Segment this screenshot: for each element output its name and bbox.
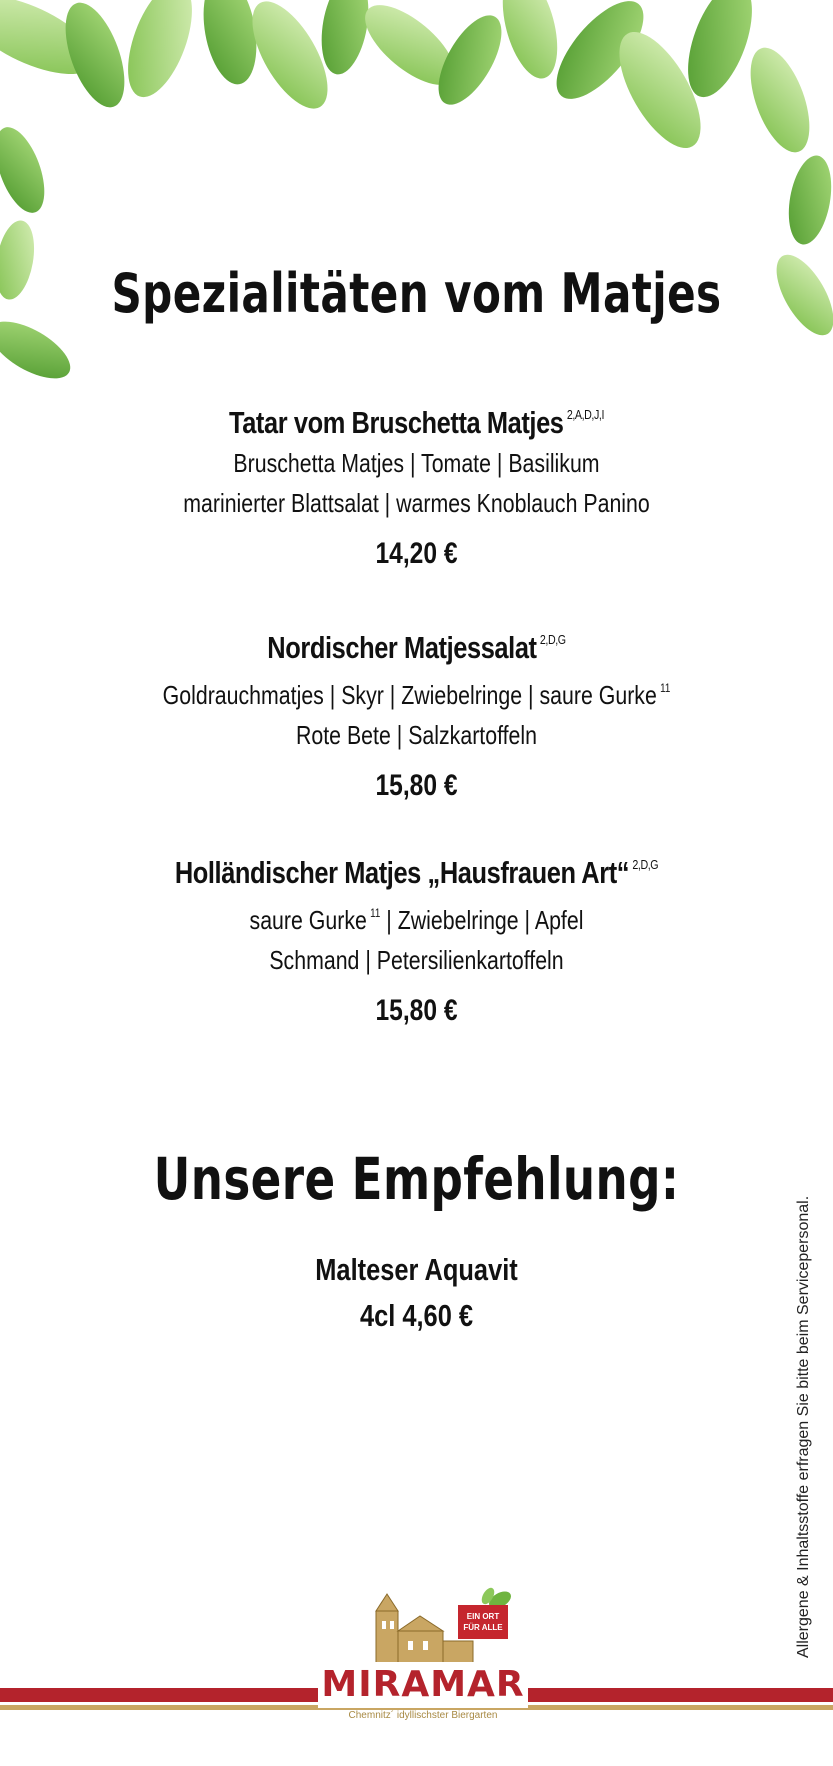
- dish-description: Schmand | Petersilienkartoffeln: [269, 945, 564, 975]
- dish-description: saure Gurke $^{11}$ | Zwiebelringe | Apfel: [249, 905, 584, 935]
- dish-description: Rote Bete | Salzkartoffeln: [295, 720, 537, 750]
- brand-logo: MIRAMAR: [318, 1662, 528, 1708]
- allergen-codes: 2,D,G: [632, 857, 659, 872]
- allergen-note: Allergene & Inhaltsstoffe erfragen Sie bitte beim Servicepersonal.: [795, 1195, 812, 1658]
- allergen-codes: 2,A,D,J,I: [566, 407, 605, 422]
- dish-price: 14,20 €: [375, 537, 458, 570]
- leaf-decoration: [0, 0, 833, 420]
- recommendation-price: 4cl 4,60 €: [359, 1298, 474, 1333]
- page-title: Spezialitäten vom Matjes: [111, 262, 722, 325]
- dish-name: Nordischer Matjessalat $^{2,D,G}$: [267, 630, 566, 665]
- dish-name: Holländischer Matjes „Hausfrauen Art“ $^{2,D,G}$: [174, 855, 659, 890]
- recommendation-heading: Unsere Empfehlung:: [153, 1145, 680, 1213]
- brand-tagline: Chemnitz´ idyllischster Biergarten: [318, 1710, 528, 1721]
- leaf-cluster: [0, 0, 833, 390]
- dish-name: Tatar vom Bruschetta Matjes $^{2,A,D,J,I}$: [228, 405, 605, 440]
- recommendation-name: Malteser Aquavit: [315, 1252, 518, 1287]
- dish-description: Bruschetta Matjes | Tomate | Basilikum: [233, 448, 600, 478]
- badge: EIN ORT FÜR ALLE: [458, 1605, 508, 1639]
- menu-item: [0, 620, 833, 803]
- recommendation: [0, 1247, 833, 1339]
- dish-price: 15,80 €: [375, 994, 458, 1027]
- menu-item: [0, 395, 833, 571]
- allergen-codes: 2,D,G: [539, 632, 566, 647]
- dish-description: Goldrauchmatjes | Skyr | Zwiebelringe | saure Gurke $^{11}$: [162, 680, 671, 710]
- dish-description: marinierter Blattsalat | warmes Knoblauch Panino: [183, 488, 650, 518]
- dish-price: 15,80 €: [375, 769, 458, 802]
- menu-item: [0, 845, 833, 1028]
